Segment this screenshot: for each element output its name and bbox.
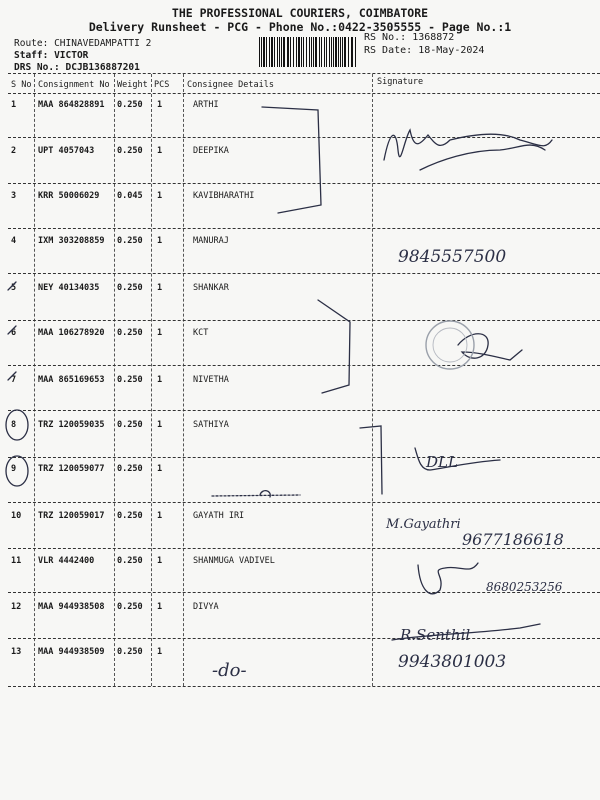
drs-value: DCJB136887201 <box>65 62 140 73</box>
header-pcs: PCS <box>154 80 170 90</box>
cell-consignment: TRZ 120059017 <box>38 511 105 521</box>
route-label: Route: <box>14 38 49 49</box>
cell-weight: 0.250 <box>117 464 143 474</box>
cell-consignee: DEEPIKA <box>193 146 229 156</box>
cell-pcs: 1 <box>157 647 163 657</box>
rs-date-label: RS Date: <box>364 45 413 56</box>
signature-scribble <box>418 563 478 594</box>
company-stamp <box>433 328 467 362</box>
handwritten-phone: 8680253256 <box>486 580 563 594</box>
cell-sno: 1 <box>11 100 17 110</box>
cell-pcs: 1 <box>157 602 163 612</box>
cell-weight: 0.250 <box>117 100 143 110</box>
bracket-mark <box>262 107 321 213</box>
cell-sno: 11 <box>11 556 22 566</box>
handwritten-phone: 9943801003 <box>398 652 507 672</box>
signature-line <box>212 495 300 496</box>
cell-weight: 0.045 <box>117 191 143 201</box>
cell-consignee: DIVYA <box>193 602 219 612</box>
cell-pcs: 1 <box>157 328 163 338</box>
cell-sno: 5 <box>11 283 17 293</box>
circle-mark <box>6 410 28 440</box>
rs-date-value: 18-May-2024 <box>418 45 485 56</box>
cell-consignee: SATHIYA <box>193 420 229 430</box>
rs-no-value: 1368872 <box>412 32 455 43</box>
cell-pcs: 1 <box>157 420 163 430</box>
cell-consignment: MAA 944938508 <box>38 602 105 612</box>
cell-pcs: 1 <box>157 236 163 246</box>
cell-weight: 0.250 <box>117 556 143 566</box>
cell-sno: 6 <box>11 328 17 338</box>
cell-consignment: MAA 864828891 <box>38 100 105 110</box>
handwritten-phone: 9677186618 <box>462 530 564 549</box>
cell-consignment: TRZ 120059035 <box>38 420 105 430</box>
runsheet-subtitle: Delivery Runsheet - PCG - Phone No.:0422-3505555 - Page No.:1 <box>88 20 512 34</box>
tick-mark <box>8 282 16 380</box>
cell-consignee: SHANKAR <box>193 283 229 293</box>
cell-weight: 0.250 <box>117 420 143 430</box>
cell-sno: 3 <box>11 191 17 201</box>
cell-consignment: VLR 4442400 <box>38 556 95 566</box>
cell-consignee: GAYATH IRI <box>193 511 245 521</box>
handwritten-name: M.Gayathri <box>386 517 461 532</box>
cell-weight: 0.250 <box>117 602 143 612</box>
header-signature: Signature <box>377 77 424 87</box>
cell-pcs: 1 <box>157 283 163 293</box>
rs-no-label: RS No.: <box>364 32 407 43</box>
header-consignee: Consignee Details <box>187 80 274 90</box>
cell-consignment: UPT 4057043 <box>38 146 95 156</box>
cell-sno: 10 <box>11 511 22 521</box>
cell-sno: 4 <box>11 236 17 246</box>
cell-consignment: KRR 50006029 <box>38 191 100 201</box>
cell-weight: 0.250 <box>117 236 143 246</box>
circle-mark <box>6 456 28 486</box>
cell-consignment: MAA 944938509 <box>38 647 105 657</box>
company-title: THE PROFESSIONAL COURIERS, COIMBATORE <box>171 6 429 20</box>
cell-sno: 2 <box>11 146 17 156</box>
cell-pcs: 1 <box>157 191 163 201</box>
cell-weight: 0.250 <box>117 283 143 293</box>
cell-consignment: MAA 106278920 <box>38 328 105 338</box>
handwritten-name: R.Senthil <box>400 626 471 644</box>
bracket-mark <box>360 426 382 494</box>
cell-weight: 0.250 <box>117 647 143 657</box>
cell-consignee: ARTHI <box>193 100 219 110</box>
cell-sno: 12 <box>11 602 22 612</box>
staff-value: VICTOR <box>54 50 89 61</box>
cell-pcs: 1 <box>157 511 163 521</box>
cell-sno: 8 <box>11 420 17 430</box>
cell-pcs: 1 <box>157 556 163 566</box>
cell-consignment: MAA 865169653 <box>38 375 105 385</box>
cell-consignee: MANURAJ <box>193 236 229 246</box>
signature-scribble <box>420 145 545 170</box>
cell-pcs: 1 <box>157 464 163 474</box>
cell-consignee: NIVETHA <box>193 375 229 385</box>
cell-consignee: SHANMUGA VADIVEL <box>193 556 275 566</box>
cell-sno: 9 <box>11 464 17 474</box>
staff-label: Staff: <box>14 50 49 61</box>
cell-weight: 0.250 <box>117 146 143 156</box>
handwritten-sign: DLL <box>426 453 458 471</box>
header-consignment: Consignment No <box>38 80 110 90</box>
cell-sno: 13 <box>11 647 22 657</box>
cell-consignment: TRZ 120059077 <box>38 464 105 474</box>
route-value: CHINAVEDAMPATTI 2 <box>54 38 152 49</box>
cell-weight: 0.250 <box>117 328 143 338</box>
cell-pcs: 1 <box>157 146 163 156</box>
cell-consignee: KCT <box>193 328 209 338</box>
header-weight: Weight <box>117 80 148 90</box>
cell-weight: 0.250 <box>117 511 143 521</box>
handwritten-ditto: -do- <box>212 660 247 681</box>
header-sno: S No <box>11 80 32 90</box>
cell-pcs: 1 <box>157 375 163 385</box>
cell-weight: 0.250 <box>117 375 143 385</box>
bracket-mark <box>318 300 350 393</box>
signature-scribble <box>458 334 522 360</box>
drs-label: DRS No.: <box>14 62 60 73</box>
cell-consignee: KAVIBHARATHI <box>193 191 255 201</box>
handwritten-phone: 9845557500 <box>398 247 507 267</box>
cell-consignment: NEY 40134035 <box>38 283 100 293</box>
cell-consignment: IXM 303208859 <box>38 236 105 246</box>
cell-pcs: 1 <box>157 100 163 110</box>
cell-sno: 7 <box>11 375 17 385</box>
